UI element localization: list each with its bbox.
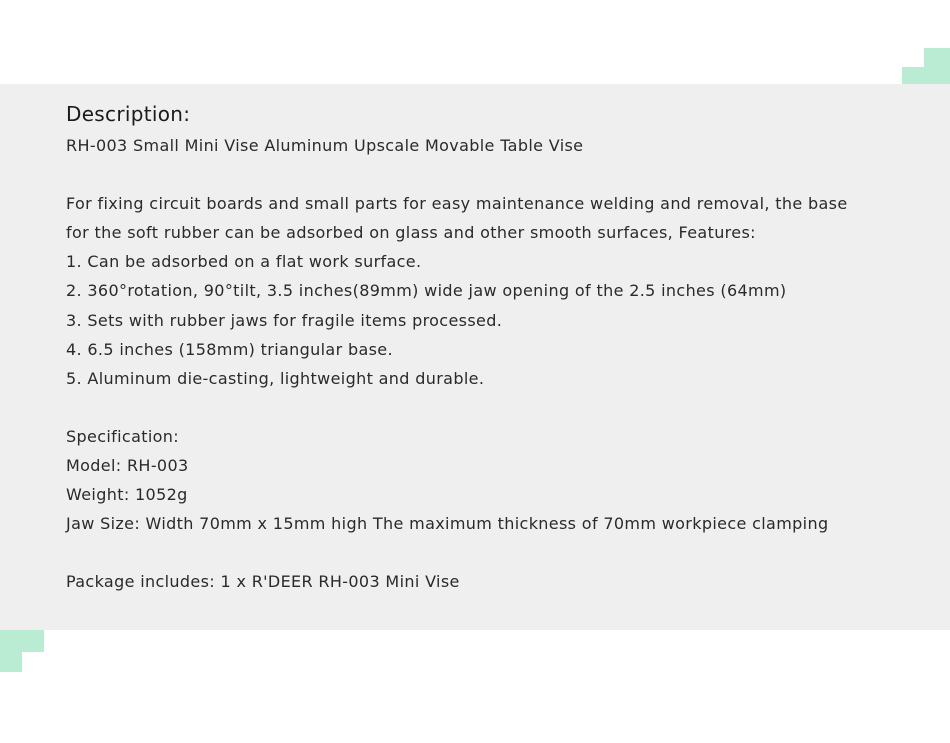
feature-item: 4. 6.5 inches (158mm) triangular base.	[66, 339, 393, 359]
feature-item: 5. Aluminum die-casting, lightweight and durable.	[66, 368, 485, 388]
feature-item: 1. Can be adsorbed on a flat work surface.	[66, 252, 422, 272]
package-includes: Package includes: 1 x R'DEER RH-003 Mini Vise	[66, 572, 460, 592]
description-heading: Description:	[66, 102, 191, 126]
feature-item: 2. 360°rotation, 90°tilt, 3.5 inches(89mm) wide jaw opening of the 2.5 inches (64mm)	[66, 281, 787, 301]
intro-text: for the soft rubber can be adsorbed on glass and other smooth surfaces, Features:	[66, 223, 756, 243]
spacer	[66, 393, 926, 422]
corner-decoration-bottom-left	[0, 630, 22, 672]
feature-item: 3. Sets with rubber jaws for fragile items processed.	[66, 310, 503, 330]
corner-decoration-bottom-left-step	[22, 630, 44, 652]
corner-decoration-top-right-step	[902, 67, 924, 84]
specification-heading: Specification:	[66, 426, 180, 446]
intro-text: For fixing circuit boards and small parts for easy maintenance welding and removal, the base	[66, 194, 848, 214]
product-title: RH-003 Small Mini Vise Aluminum Upscale Movable Table Vise	[66, 136, 584, 155]
spec-jaw-size: Jaw Size: Width 70mm x 15mm high The maximum thickness of 70mm workpiece clamping	[66, 514, 829, 534]
spec-model: Model: RH-003	[66, 456, 189, 476]
spec-weight: Weight: 1052g	[66, 485, 188, 505]
corner-decoration-top-right	[924, 48, 950, 84]
spacer	[66, 160, 926, 189]
spacer	[66, 538, 926, 567]
product-description	[66, 100, 926, 597]
